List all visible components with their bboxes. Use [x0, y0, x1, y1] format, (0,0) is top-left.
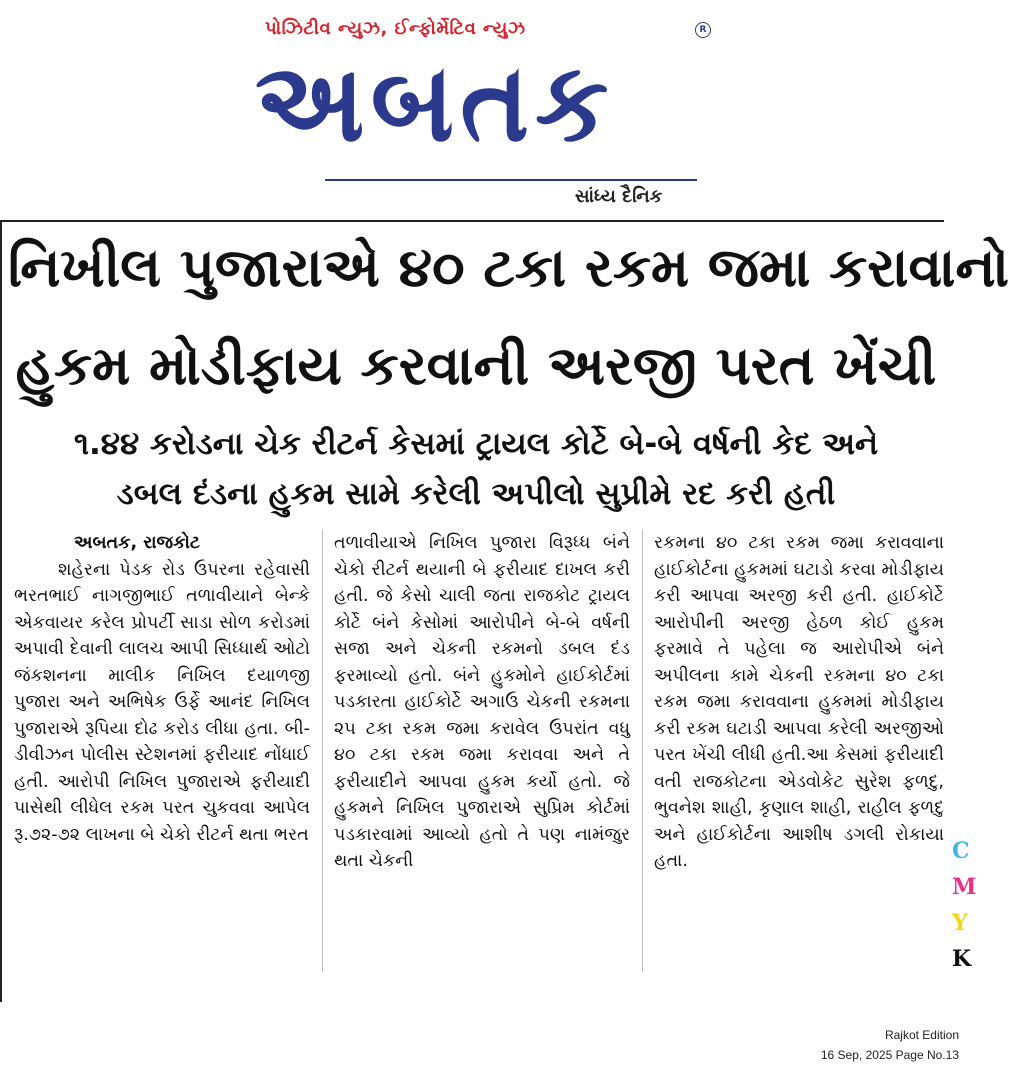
column-1-text: શહેરના પેડક રોડ ઉપરના રહેવાસી ભરતભાઈ નાગજીભાઈ તળાવીયાને બેન્કે એકવાયર કરેલ પ્રોપર્ટી સાડા સોળ કરોડમાં અપાવી દેવાની લાલચ આપી સિધ્ધાર્થ ઓટો જંકશનના માલીક નિખિલ દયાળજી પુજારા અને અભિષેક ઉર્ફે આનંદ નિખિલ પુજારાએ રૂપિયા દોઢ કરોડ લીધા હતા. બી-ડીવીઝન પોલીસ સ્ટેશનમાં ફરીયાદ નોંધાઈ હતી. આરોપી નિખિલ પુજારાએ ફરીયાદી પાસેથી લીધેલ રકમ પરત ચુકવવા આપેલ રૂ.૭૨-૭૨ લાખના બે ચેકો રીટર્ન થતા ભરત	[14, 559, 310, 845]
registration-mark-black: K	[952, 946, 972, 972]
registration-mark-yellow: Y	[952, 910, 968, 936]
column-3-text: રકમના ૪૦ ટકા રકમ જમા કરાવવાના હાઈકોર્ટના હુકમમાં ઘટાડો કરવા મોડીફાય કરી આપવા અરજી કરી હતી. હાઈકોર્ટે આરોપીની અરજી હેઠળ કોઈ હુકમ ફરમાવે તે પહેલા જ આરોપીએ બંને અપીલના કામે ચેકની રકમના ૪૦ ટકા રકમ જમા કરાવવાના હુકમમાં મોડીફાય કરી રકમ ઘટાડી આપવા કરેલી અરજીઓ પરત ખેંચી લીધી હતી.આ કેસમાં ફરીયાદી વતી રાજકોટના એડવોકેટ સુરેશ ફળદુ, ભુવનેશ શાહી, કૃણાલ શાહી, રાહીલ ફળદુ અને હાઈકોર્ટના આશીષ ડગલી રોકાયા હતા.	[654, 533, 944, 871]
column-2-text: તળાવીયાએ નિખિલ પુજારા વિરૂધ્ધ બંને ચેકો રીટર્ન થયાની બે ફરીયાદ દાખલ કરી હતી. જે કેસો ચાલી જતા રાજકોટ ટ્રાયલ કોર્ટે બંને કેસોમાં આરોપીને બે-બે વર્ષની સજા અને ચેકની રકમનો ડબલ દંડ ફરમાવ્યો હતો. બંને હુકમોને હાઈકોર્ટમાં પડકારતા હાઈકોર્ટે અગાઉ ચેકની રકમના ૨૫ ટકા રકમ જમા કરાવેલ ઉપરાંત વધુ ૪૦ ટકા રકમ જમા કરાવવા અને તે ફરીયાદીને આપવા હુકમ કર્યો હતો. જે હુકમને નિખિલ પુજારાએ સુપ્રિમ કોર્ટમાં પડકારવામાં આવ્યો હતો તે પણ નામંજુર થતા ચેકની	[334, 533, 630, 871]
article-column-2	[334, 530, 630, 875]
article-left-border	[0, 220, 2, 1002]
headline-line-1: નિખીલ પુજારાએ ૪૦ ટકા રકમ જમા કરાવાનો	[8, 236, 1009, 299]
article-dateline: અબતક, રાજકોટ	[74, 533, 201, 553]
article-column-1	[14, 530, 310, 848]
headline-line-2: હુકમ મોડીફાય કરવાની અરજી પરત ખેંચી	[15, 334, 937, 397]
column-divider	[322, 530, 323, 972]
date-page-label: 16 Sep, 2025 Page No.13	[820, 1048, 959, 1062]
masthead-tagline: પોઝિટીવ ન્યુઝ, ઈન્ફોર્મેટિવ ન્યુઝ	[265, 18, 526, 39]
edition-label: Rajkot Edition	[884, 1028, 959, 1042]
logo-underline	[325, 179, 697, 181]
masthead-subtitle: સાંધ્ય દૈનિક	[575, 186, 663, 207]
masthead	[255, 14, 715, 207]
column-divider	[642, 530, 643, 972]
registered-trademark-icon: R	[695, 22, 711, 38]
subheadline-line-2: ડબલ દંડના હુકમ સામે કરેલી અપીલો સુપ્રીમે રદ કરી હતી	[116, 476, 836, 512]
registration-mark-magenta: M	[952, 874, 977, 900]
newspaper-logo: અબતક	[255, 37, 615, 167]
article-top-border	[0, 220, 944, 222]
article-column-3	[654, 530, 944, 875]
registration-mark-cyan: C	[952, 838, 970, 864]
subheadline-line-1: ૧.૪૪ કરોડના ચેક રીટર્ન કેસમાં ટ્રાયલ કોર્ટે બે-બે વર્ષની કેદ અને	[73, 426, 879, 462]
